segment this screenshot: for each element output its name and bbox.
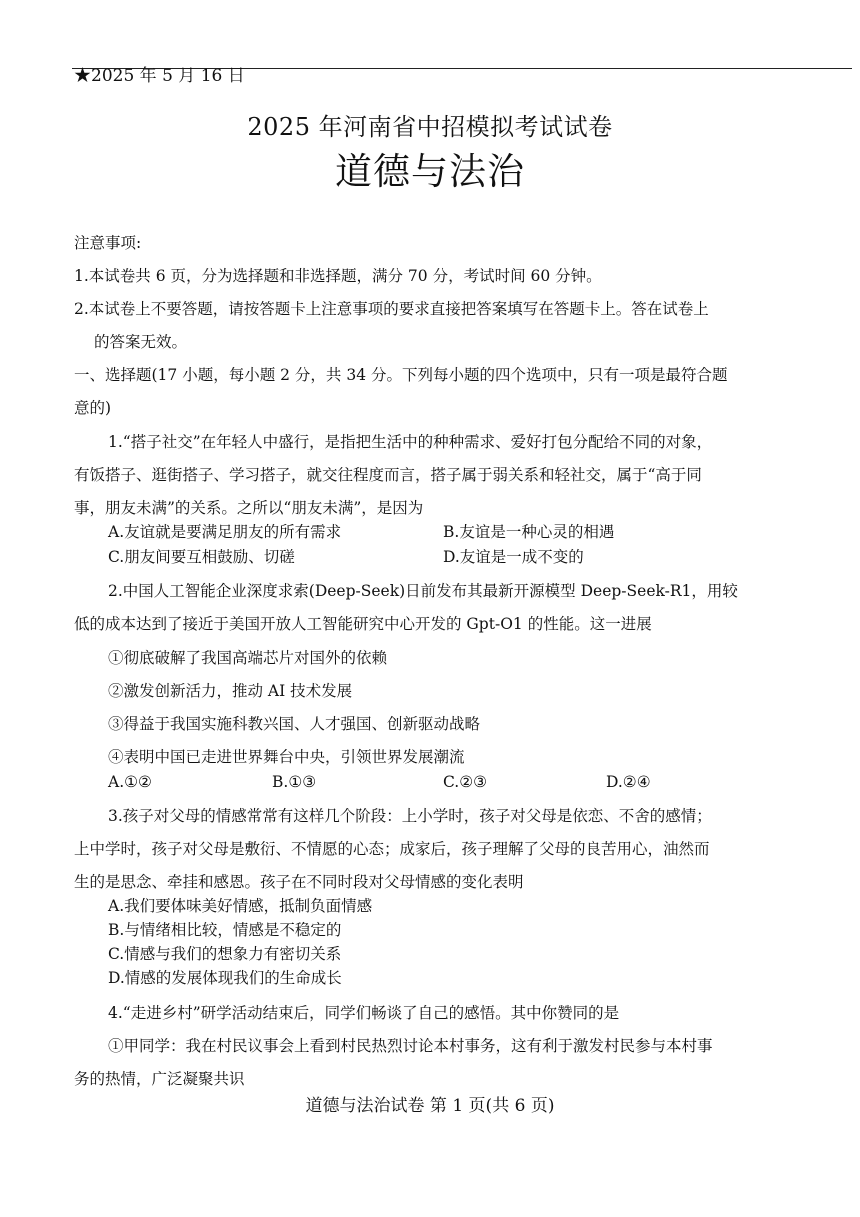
q3-stem-line-1: 3.孩子对父母的情感常常有这样几个阶段：上小学时，孩子对父母是依恋、不舍的感情； [108,807,712,825]
q1-stem-line-1: 1.“搭子社交”在年轻人中盛行，是指把生活中的种种需求、爱好打包分配给不同的对象， [108,433,713,451]
q2-stem-line-2: 低的成本达到了接近于美国开放人工智能研究中心开发的 Gpt-O1 的性能。这一进展 [74,615,652,633]
q1-stem-line-2: 有饭搭子、逛街搭子、学习搭子，就交往程度而言，搭子属于弱关系和轻社交，属于“高于同 [74,466,702,484]
q4-statement-1-line-1: ①甲同学：我在村民议事会上看到村民热烈讨论本村事务，这有利于激发村民参与本村事 [108,1037,713,1055]
q3-option-a: A.我们要体味美好情感，抵制负面情感 [108,897,373,915]
q3-stem-line-2: 上中学时，孩子对父母是敷衍、不情愿的心态；成家后，孩子理解了父母的良苦用心，油然而 [74,840,710,858]
q1-option-a: A.友谊就是要满足朋友的所有需求 [108,523,342,541]
notice-item-2-line-2: 的答案无效。 [94,333,188,351]
q1-stem-line-3: 事，朋友未满”的关系。之所以“朋友未满”，是因为 [74,499,424,517]
exam-subject: 道德与法治 [335,150,525,193]
page-footer: 道德与法治试卷 第 1 页(共 6 页) [305,1096,555,1116]
exam-date: ★2025 年 5 月 16 日 [74,66,245,86]
q2-option-a: A.①② [108,773,152,791]
q3-option-d: D.情感的发展体现我们的生命成长 [108,969,342,987]
q1-option-c: C.朋友间要互相鼓励、切磋 [108,548,295,566]
q4-statement-1-line-2: 务的热情，广泛凝聚共识 [74,1070,245,1088]
notice-heading: 注意事项: [74,234,142,252]
q2-statement-1: ①彻底破解了我国高端芯片对国外的依赖 [108,649,388,667]
q2-statement-2: ②激发创新活力，推动 AI 技术发展 [108,682,353,700]
q3-option-c: C.情感与我们的想象力有密切关系 [108,945,342,963]
q2-statement-3: ③得益于我国实施科教兴国、人才强国、创新驱动战略 [108,715,481,733]
section-1-instruction-line-1: 一、选择题(17 小题，每小题 2 分，共 34 分。下列每小题的四个选项中，只有一项是最符合题 [74,366,728,384]
exam-title: 2025 年河南省中招模拟考试试卷 [247,113,613,141]
q2-option-c: C.②③ [443,773,488,791]
section-1-instruction-line-2: 意的) [74,399,112,417]
q2-option-b: B.①③ [272,773,317,791]
q1-option-d: D.友谊是一成不变的 [443,548,584,566]
q3-option-b: B.与情绪相比较，情感是不稳定的 [108,921,342,939]
q1-option-b: B.友谊是一种心灵的相遇 [443,523,615,541]
q2-statement-4: ④表明中国已走进世界舞台中央，引领世界发展潮流 [108,748,465,766]
notice-item-2-line-1: 2.本试卷上不要答题，请按答题卡上注意事项的要求直接把答案填写在答题卡上。答在试卷上 [74,300,709,318]
q2-option-d: D.②④ [606,773,651,791]
q4-stem-line-1: 4.“走进乡村”研学活动结束后，同学们畅谈了自己的感悟。其中你赞同的是 [108,1004,620,1022]
q2-stem-line-1: 2.中国人工智能企业深度求索(Deep-Seek)日前发布其最新开源模型 Deep-Seek-R1，用较 [108,582,738,600]
q3-stem-line-3: 生的是思念、牵挂和感恩。孩子在不同时段对父母情感的变化表明 [74,873,524,891]
notice-item-1: 1.本试卷共 6 页，分为选择题和非选择题，满分 70 分，考试时间 60 分钟。 [74,267,602,285]
